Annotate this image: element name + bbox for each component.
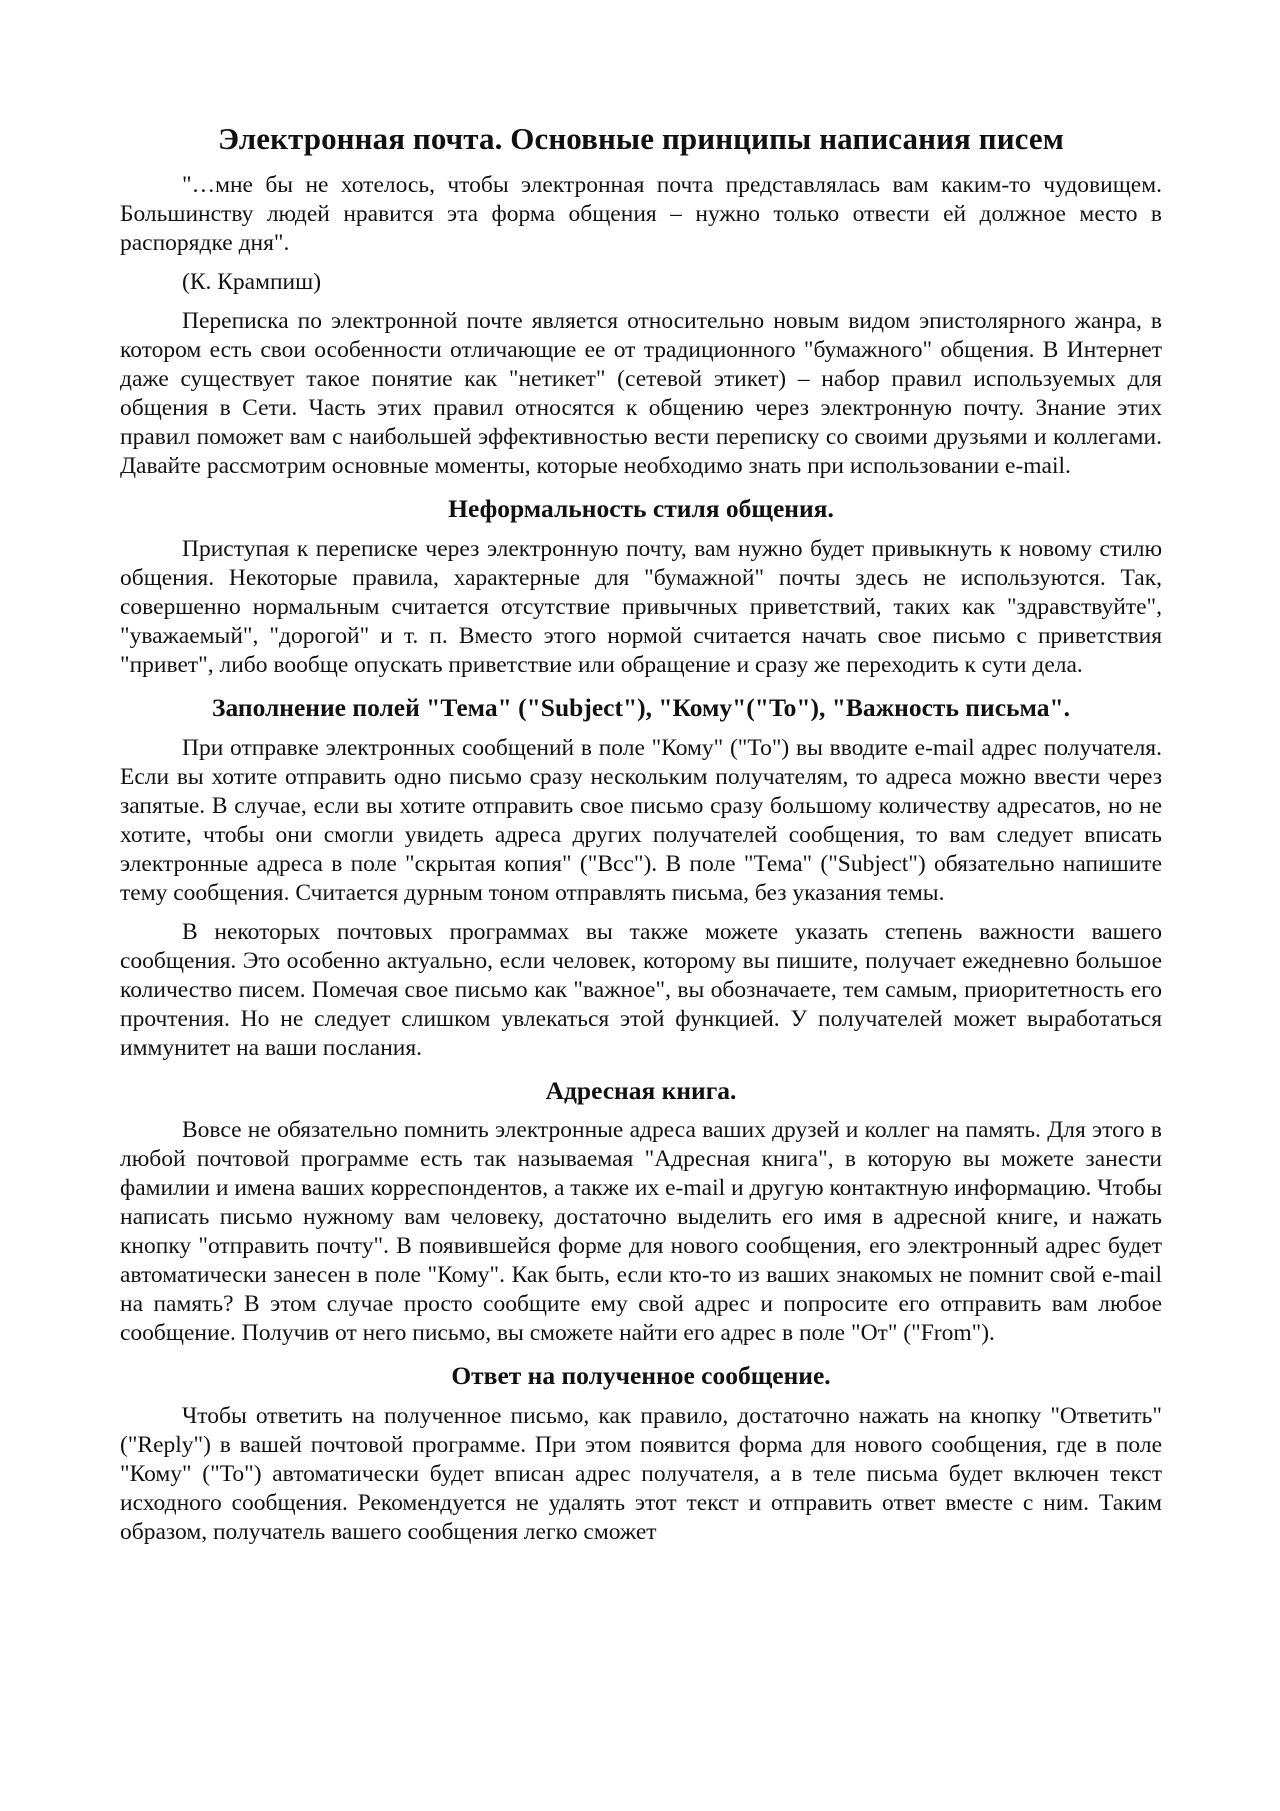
section-heading-address-book: Адресная книга. (545, 1075, 737, 1105)
paragraph-address-book: Вовсе не обязательно помнить электронные адреса ваших друзей и коллег на память. Для этого в любой почтовой программе есть так называемая "Адресная книга", в которую вы можете занести фамилии и имена ваших корреспондентов, а также их e-mail и другую контактную информацию. Чтобы написать письмо нужному вам человеку, достаточно выделить его имя в адресной книге, и нажать кнопку "отправить почту". В появившейся форме для нового сообщения, его электронный адрес будет автоматически занесен в поле "Кому". Как быть, если кто-то из ваших знакомых не помнит свой e-mail на память? В этом случае просто сообщите ему свой адрес и попросите его отправить вам любое сообщение. Получив от него письмо, вы сможете найти его адрес в поле "От" ("From"). (120, 1117, 1162, 1347)
paragraph-fields-importance: В некоторых почтовых программах вы также можете указать степень важности вашего сообщения. Это особенно актуально, если человек, которому вы пишите, получает ежедневно большое количество писем. Помечая свое письмо как "важное", вы обозначаете, тем самым, приоритетность его прочтения. Но не следует слишком увлекаться этой функцией. У получателей может выработаться иммунитет на ваши послания. (120, 918, 1162, 1061)
document-title: Электронная почта. Основные принципы написания писем (218, 121, 1064, 156)
paragraph-fields-recipients: При отправке электронных сообщений в поле "Кому" ("To") вы вводите e-mail адрес получателя. Если вы хотите отправить одно письмо сразу нескольким получателям, то адреса можно ввести через запятые. В случае, если вы хотите отправить свое письмо сразу большому количеству адресатов, но не хотите, чтобы они смогли увидеть адреса других получателей сообщения, то вам следует вписать электронные адреса в поле "скрытая копия" ("Bcc"). В поле "Тема" ("Subject") обязательно напишите тему сообщения. Считается дурным тоном отправлять письма, без указания темы. (120, 734, 1162, 906)
paragraph-reply: Чтобы ответить на полученное письмо, как правило, достаточно нажать на кнопку "Ответить"("Reply") в вашей почтовой программе. При этом появится форма для нового сообщения, где в поле "Кому" ("To") автоматически будет вписан адрес получателя, а в теле письма будет включен текст исходного сообщения. Рекомендуется не удалять этот текст и отправить ответ вместе с ним. Таким образом, получатель вашего сообщения легко сможет (120, 1403, 1162, 1546)
section-heading-reply: Ответ на полученное сообщение. (451, 1361, 831, 1391)
intro-paragraph: Переписка по электронной почте является относительно новым видом эпистолярного жанра, в котором есть свои особенности отличающие ее от традиционного "бумажного" общения. В Интернет даже существует такое понятие как "нетикет" (сетевой этикет) – набор правил используемых для общения в Сети. Часть этих правил относятся к общению через электронную почту. Знание этих правил поможет вам с наибольшей эффективностью вести переписку со своими друзьями и коллегами. Давайте рассмотрим основные моменты, которые необходимо знать при использовании e-mail. (120, 307, 1162, 479)
paragraph-informal-style: Приступая к переписке через электронную почту, вам нужно будет привыкнуть к новому стилю общения. Некоторые правила, характерные для "бумажной" почты здесь не используются. Так, совершенно нормальным считается отсутствие привычных приветствий, таких как "здравствуйте", "уважаемый", "дорогой" и т. п. Вместо этого нормой считается начать свое письмо с приветствия "привет", либо вообще опускать приветствие или обращение и сразу же переходить к сути дела. (120, 535, 1162, 678)
epigraph-author: (К. Крампиш) (182, 268, 322, 295)
epigraph-quote: "…мне бы не хотелось, чтобы электронная почта представлялась вам каким-то чудовищем. Большинству людей нравится эта форма общения – нужно только отвести ей должное место в распорядке дня". (120, 171, 1162, 256)
section-heading-informal-style: Неформальность стиля общения. (448, 493, 834, 523)
section-heading-fields: Заполнение полей "Тема" ("Subject"), "Кому"("To"), "Важность письма". (212, 692, 1070, 722)
